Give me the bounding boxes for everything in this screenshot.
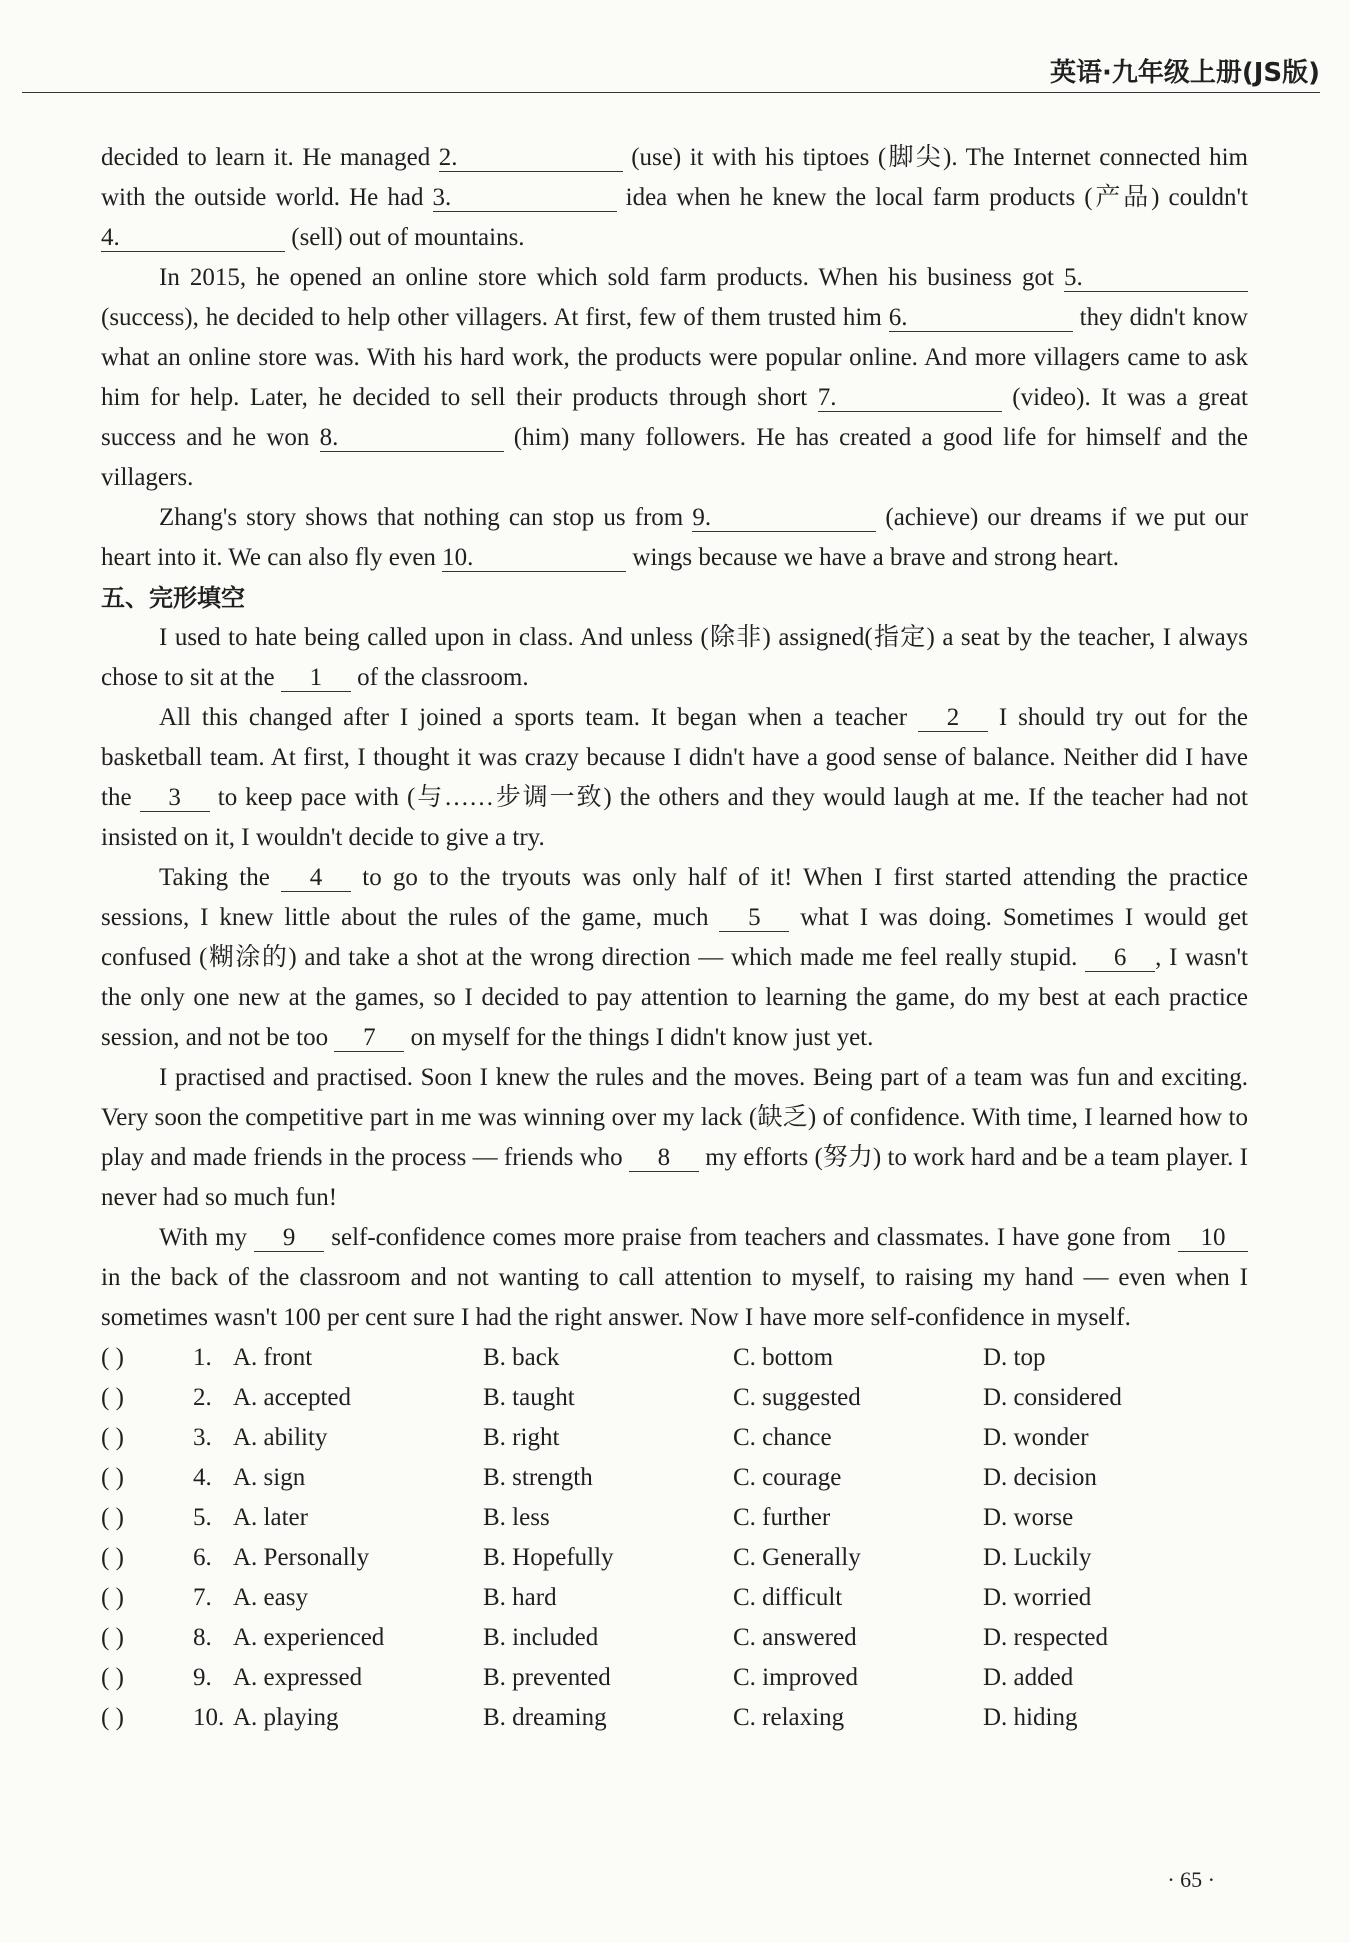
cloze-text: Taking the xyxy=(159,864,282,891)
question-number: 7. xyxy=(193,1584,212,1611)
option-c: C. answered xyxy=(733,1624,857,1651)
cloze-text: what I was doing. Sometimes I would get confused (糊涂的) and take a shot at the wrong direction — which made me feel really stupid. xyxy=(101,904,1248,971)
answer-blank-3[interactable]: 3. xyxy=(433,183,617,212)
option-a: A. Personally xyxy=(233,1544,370,1571)
answer-paren[interactable]: ( ) xyxy=(101,1544,124,1571)
option-row xyxy=(101,1338,1248,1378)
option-b: B. back xyxy=(483,1344,560,1371)
cloze-text: of the classroom. xyxy=(350,664,529,691)
cloze-blank-9[interactable]: 9 xyxy=(254,1223,324,1252)
cloze-text: in the back of the classroom and not wanting to call attention to myself, to raising my hand — even when I sometimes wasn't 100 per cent sure I had the right answer. Now I have more self-confidence in myself. xyxy=(101,1264,1248,1331)
cloze-blank-6[interactable]: 6 xyxy=(1085,943,1155,972)
option-d: D. respected xyxy=(983,1624,1108,1651)
passage-text: they didn't know what an online store was. With his hard work, the products were popular online. And more villagers came to ask him for help. Later, he decided to sell their products through short xyxy=(101,304,1248,411)
option-row xyxy=(101,1658,1248,1698)
answer-paren[interactable]: ( ) xyxy=(101,1624,124,1651)
answer-blank-10[interactable]: 10. xyxy=(442,543,626,572)
question-number: 8. xyxy=(193,1624,212,1651)
option-c: C. suggested xyxy=(733,1384,861,1411)
option-c: C. bottom xyxy=(733,1344,834,1371)
question-number: 1. xyxy=(193,1344,212,1371)
passage-text: In 2015, he opened an online store which sold farm products. When his business got xyxy=(159,264,1064,291)
option-d: D. worse xyxy=(983,1504,1074,1531)
answer-blank-4[interactable]: 4. xyxy=(101,223,285,252)
option-row xyxy=(101,1618,1248,1658)
option-a: A. playing xyxy=(233,1704,339,1731)
option-a: A. accepted xyxy=(233,1384,351,1411)
passage-text: (use) it with his tiptoes (脚尖). The Internet connected him with the outside world. He had xyxy=(101,144,1248,211)
option-a: A. ability xyxy=(233,1424,328,1451)
question-number: 4. xyxy=(193,1464,212,1491)
option-row xyxy=(101,1498,1248,1538)
question-number: 6. xyxy=(193,1544,212,1571)
option-c: C. difficult xyxy=(733,1584,843,1611)
cloze-blank-8[interactable]: 8 xyxy=(629,1143,699,1172)
option-a: A. sign xyxy=(233,1464,306,1491)
page-header-title: 英语·九年级上册(JS版) xyxy=(1049,58,1320,88)
answer-paren[interactable]: ( ) xyxy=(101,1704,124,1731)
cloze-text: I should try out for the basketball team. At first, I thought it was crazy because I didn't have a good sense of balance. Neither did I have the xyxy=(101,704,1248,811)
option-b: B. hard xyxy=(483,1584,557,1611)
option-b: B. taught xyxy=(483,1384,575,1411)
question-number: 3. xyxy=(193,1424,212,1451)
option-a: A. front xyxy=(233,1344,313,1371)
answer-paren[interactable]: ( ) xyxy=(101,1504,124,1531)
header-divider xyxy=(22,92,1320,93)
option-row xyxy=(101,1538,1248,1578)
cloze-blank-5[interactable]: 5 xyxy=(719,903,789,932)
passage-text: Zhang's story shows that nothing can stop us from xyxy=(159,504,693,531)
option-a: A. experienced xyxy=(233,1624,385,1651)
page-content xyxy=(101,138,1248,1738)
cloze-blank-2[interactable]: 2 xyxy=(918,703,988,732)
answer-blank-7[interactable]: 7. xyxy=(818,383,1002,412)
option-c: C. Generally xyxy=(733,1544,861,1571)
cloze-text: All this changed after I joined a sports team. It began when a teacher xyxy=(159,704,918,731)
option-row xyxy=(101,1418,1248,1458)
answer-paren[interactable]: ( ) xyxy=(101,1584,124,1611)
passage-text: (him) many followers. He has created a good life for himself and the villagers. xyxy=(101,424,1248,491)
option-d: D. considered xyxy=(983,1384,1122,1411)
question-number: 10. xyxy=(193,1704,225,1731)
cloze-text: self-confidence comes more praise from teachers and classmates. I have gone from xyxy=(324,1224,1179,1251)
cloze-paragraph xyxy=(101,1218,1248,1338)
passage-paragraph xyxy=(101,498,1248,578)
option-d: D. added xyxy=(983,1664,1074,1691)
option-b: B. Hopefully xyxy=(483,1544,614,1571)
passage-text: (sell) out of mountains. xyxy=(285,224,525,251)
section-title: 五、完形填空 xyxy=(101,584,245,612)
answer-options xyxy=(101,1338,1248,1738)
passage-text: (success), he decided to help other villagers. At first, few of them trusted him xyxy=(101,304,889,331)
cloze-text: to go to the tryouts was only half of it! When I first started attending the practice sessions, I knew little about the rules of the game, much xyxy=(101,864,1248,931)
answer-paren[interactable]: ( ) xyxy=(101,1344,124,1371)
cloze-paragraph xyxy=(101,858,1248,1058)
option-a: A. later xyxy=(233,1504,308,1531)
question-number: 2. xyxy=(193,1384,212,1411)
option-b: B. dreaming xyxy=(483,1704,607,1731)
option-row xyxy=(101,1578,1248,1618)
passage-paragraph xyxy=(101,258,1248,498)
answer-blank-2[interactable]: 2. xyxy=(439,143,623,172)
cloze-blank-3[interactable]: 3 xyxy=(140,783,210,812)
passage-text: (video). It was a great success and he won xyxy=(101,384,1248,451)
cloze-text: on myself for the things I didn't know just yet. xyxy=(404,1024,874,1051)
option-d: D. wonder xyxy=(983,1424,1089,1451)
option-row xyxy=(101,1458,1248,1498)
answer-paren[interactable]: ( ) xyxy=(101,1424,124,1451)
answer-paren[interactable]: ( ) xyxy=(101,1464,124,1491)
option-b: B. strength xyxy=(483,1464,593,1491)
option-row xyxy=(101,1378,1248,1418)
cloze-text: my efforts (努力) to work hard and be a team player. I never had so much fun! xyxy=(101,1144,1249,1211)
answer-paren[interactable]: ( ) xyxy=(101,1664,124,1691)
option-c: C. courage xyxy=(733,1464,842,1491)
option-c: C. improved xyxy=(733,1664,858,1691)
option-d: D. worried xyxy=(983,1584,1092,1611)
option-d: D. hiding xyxy=(983,1704,1078,1731)
answer-blank-5[interactable]: 5. xyxy=(1064,263,1248,292)
answer-blank-6[interactable]: 6. xyxy=(889,303,1073,332)
option-b: B. prevented xyxy=(483,1664,611,1691)
passage-text: idea when he knew the local farm products (产品) couldn't xyxy=(616,184,1249,211)
option-b: B. right xyxy=(483,1424,560,1451)
passage-text: (achieve) our dreams if we put our heart into it. We can also fly even xyxy=(101,504,1248,571)
option-c: C. chance xyxy=(733,1424,832,1451)
option-d: D. decision xyxy=(983,1464,1097,1491)
option-a: A. easy xyxy=(233,1584,308,1611)
cloze-blank-1[interactable]: 1 xyxy=(281,663,351,692)
cloze-text: , I wasn't the only one new at the games, so I decided to pay attention to learning the game, do my best at each practice session, and not be too xyxy=(101,944,1248,1051)
cloze-paragraph xyxy=(101,618,1248,698)
page-number: · 65 · xyxy=(1167,1867,1215,1892)
option-b: B. included xyxy=(483,1624,599,1651)
question-number: 5. xyxy=(193,1504,212,1531)
option-row xyxy=(101,1698,1248,1738)
option-d: D. Luckily xyxy=(983,1544,1092,1571)
cloze-blank-10[interactable]: 10 xyxy=(1178,1223,1248,1252)
answer-blank-8[interactable]: 8. xyxy=(320,423,504,452)
option-c: C. relaxing xyxy=(733,1704,845,1731)
answer-blank-9[interactable]: 9. xyxy=(692,503,876,532)
answer-paren[interactable]: ( ) xyxy=(101,1384,124,1411)
cloze-paragraph xyxy=(101,1058,1248,1218)
cloze-text: to keep pace with (与……步调一致) the others and they would laugh at me. If the teacher had not insisted on it, I wouldn't decide to give a try. xyxy=(101,784,1248,851)
cloze-blank-4[interactable]: 4 xyxy=(281,863,351,892)
question-number: 9. xyxy=(193,1664,212,1691)
option-b: B. less xyxy=(483,1504,550,1531)
passage-text: wings because we have a brave and strong heart. xyxy=(626,544,1120,571)
option-c: C. further xyxy=(733,1504,831,1531)
cloze-text: With my xyxy=(159,1224,255,1251)
cloze-blank-7[interactable]: 7 xyxy=(334,1023,404,1052)
option-d: D. top xyxy=(983,1344,1046,1371)
cloze-text: I practised and practised. Soon I knew the rules and the moves. Being part of a team was fun and exciting. Very soon the competitive part in me was winning over my lack (缺乏) of confidence. With time, I learned how to play and made friends in the process — friends who xyxy=(101,1064,1248,1171)
passage-paragraph xyxy=(101,138,1248,258)
option-a: A. expressed xyxy=(233,1664,363,1691)
cloze-paragraph xyxy=(101,698,1248,858)
passage-text: decided to learn it. He managed xyxy=(101,144,439,171)
cloze-text: I used to hate being called upon in class. And unless (除非) assigned(指定) a seat by the teacher, I always chose to sit at the xyxy=(101,624,1248,691)
